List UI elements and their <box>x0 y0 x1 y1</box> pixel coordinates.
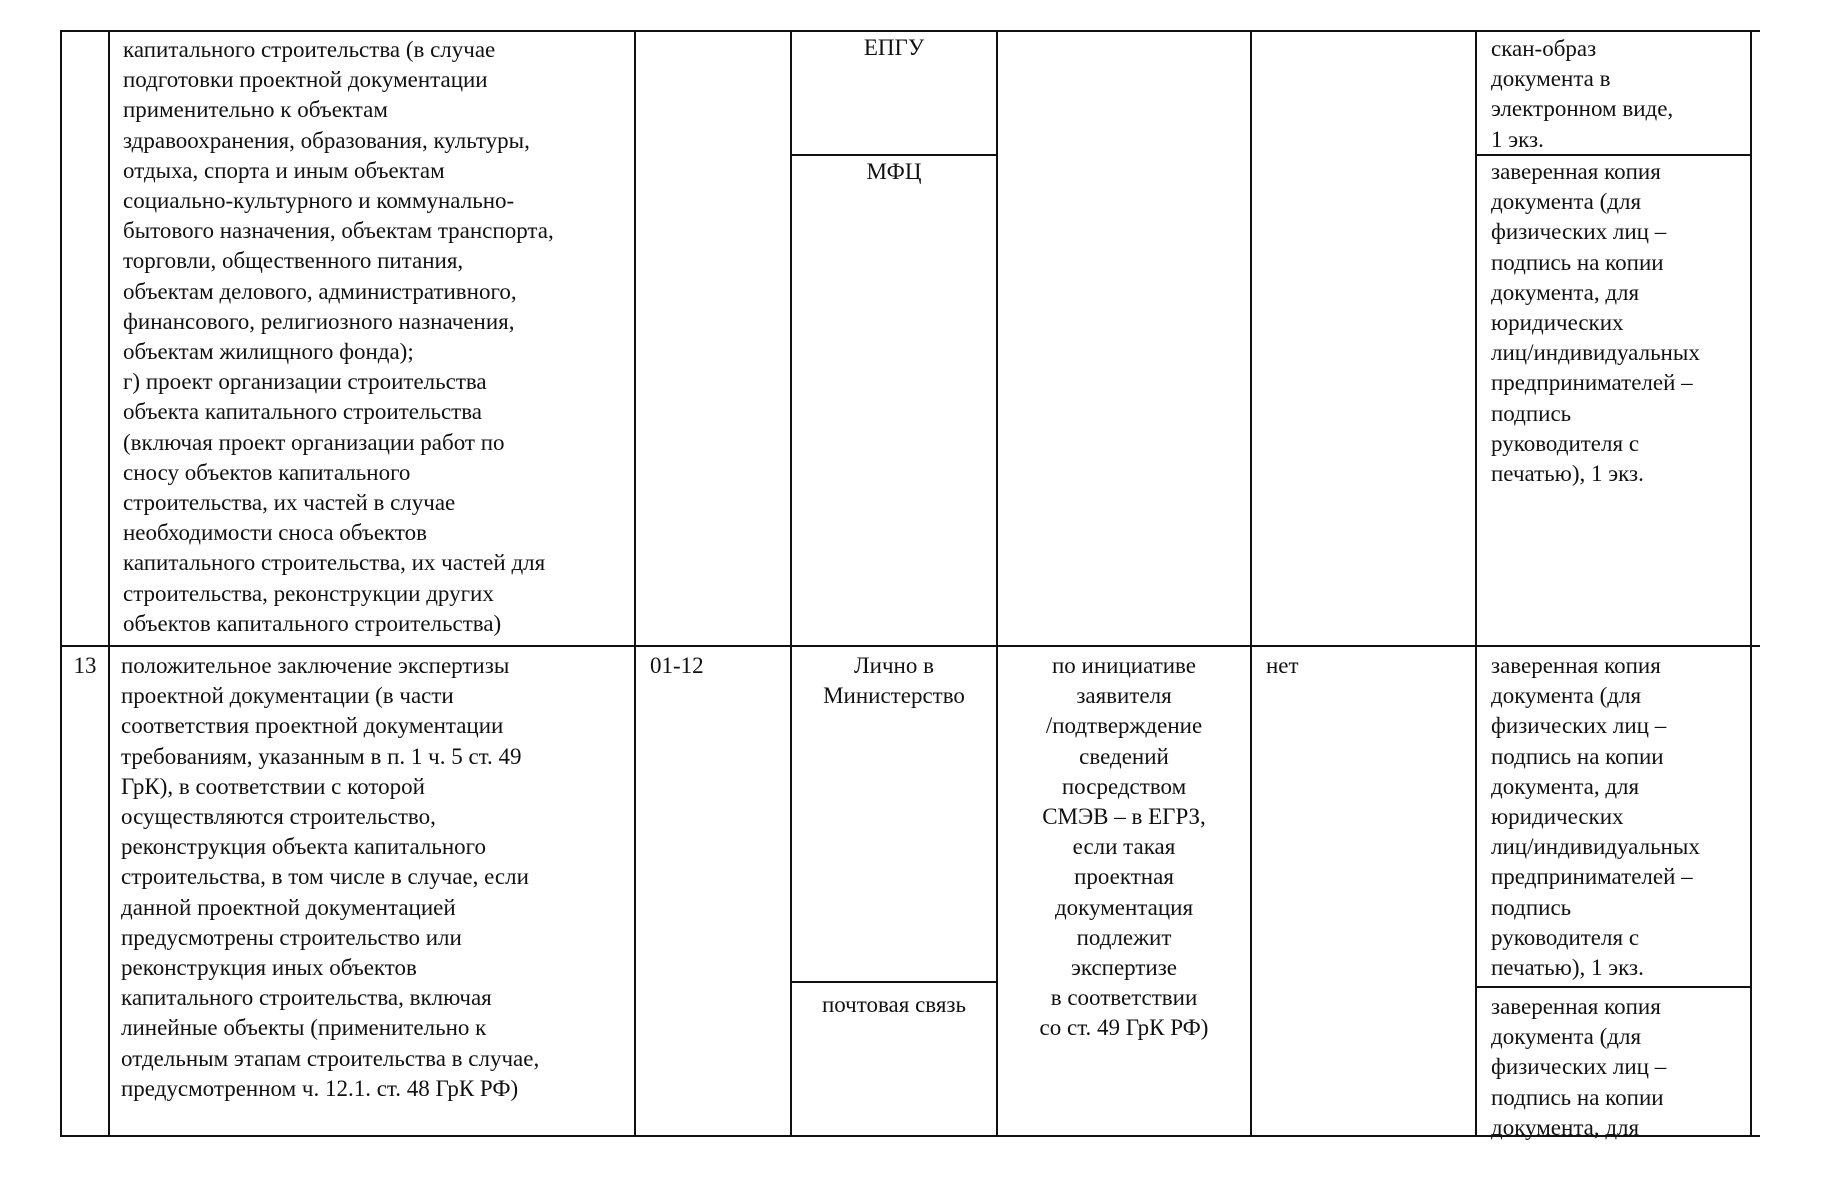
col-border-code <box>790 30 792 1137</box>
prev-row-form-certified-copy: заверенная копия документа (для физических лиц – подпись на копии документа, для юридических лиц/индивидуальных предпринимателей – подпись руководителя с печатью), 1 экз. <box>1491 159 1700 487</box>
row-13-number: 13 <box>73 653 97 678</box>
form-subdivider-13 <box>1475 986 1752 988</box>
channel-subdivider-13 <box>790 981 998 983</box>
row-13-code: 01-12 <box>650 653 704 678</box>
col-border-right <box>1750 30 1752 1137</box>
col-border-extra <box>1475 30 1477 1137</box>
row-13-form-certified-copy: заверенная копия документа (для физических лиц – подпись на копии документа, для юридических лиц/индивидуальных предпринимателей – подпись руководителя с печатью), 1 экз. <box>1491 653 1700 981</box>
prev-row-description: капитального строительства (в случае подготовки проектной документации применительно к объектам здравоохранения, образования, культуры, отдыха, спорта и иным объектам социально-культурного и коммунально- бытового назначения, объектам транспорта, торговли, общественного питания, объектам делового, административного, финансового, религиозного назначения, объектам жилищного фонда); г) проект организации строительства объекта капитального строительства (включая проект организации работ по сносу объектов капитального строительства, их частей в случае необходимости сноса объектов капитального строительства, их частей для строительства, реконструкции других объектов капитального строительства) <box>123 37 554 636</box>
row-13-condition: по инициативе заявителя /подтверждение сведений посредством СМЭВ – в ЕГРЗ, если такая проектная документация подлежит экспертизе в соответствии со ст. 49 ГрК РФ) <box>1039 653 1209 1041</box>
row-13-channel-post: почтовая связь <box>821 992 967 1017</box>
row-13-channel-in-person: Лично в Министерство <box>823 653 965 709</box>
channel-subdivider-prev <box>790 154 998 156</box>
row-13-description: положительное заключение экспертизы проектной документации (в части соответствия проектной документации требованиям, указанным в п. 1 ч. 5 ст. 49 ГрК), в соответствии с которой осуществляются строительство, реконструкция объекта капитального строительства, в том числе в случае, если данной проектной документацией предусмотрены строительство или реконструкция иных объектов капитального строительства, включая линейные объекты (применительно к отдельным этапам строительства в случае, предусмотренном ч. 12.1. ст. 48 ГрК РФ) <box>121 653 540 1101</box>
prev-row-channel-mfc: МФЦ <box>866 159 922 184</box>
row-divider <box>60 645 1760 647</box>
col-border-condition <box>1250 30 1252 1137</box>
col-border-num <box>108 30 110 1137</box>
table-top-border <box>60 30 1760 32</box>
row-13-form-certified-copy-2: заверенная копия документа (для физических лиц – подпись на копии документа, для <box>1491 994 1667 1140</box>
prev-row-form-scan: скан-образ документа в электронном виде, 1 экз. <box>1491 36 1674 152</box>
prev-row-channel-epgu: ЕПГУ <box>863 35 925 60</box>
col-border-left <box>60 30 62 1137</box>
row-13-extra: нет <box>1266 653 1299 678</box>
col-border-desc <box>634 30 636 1137</box>
